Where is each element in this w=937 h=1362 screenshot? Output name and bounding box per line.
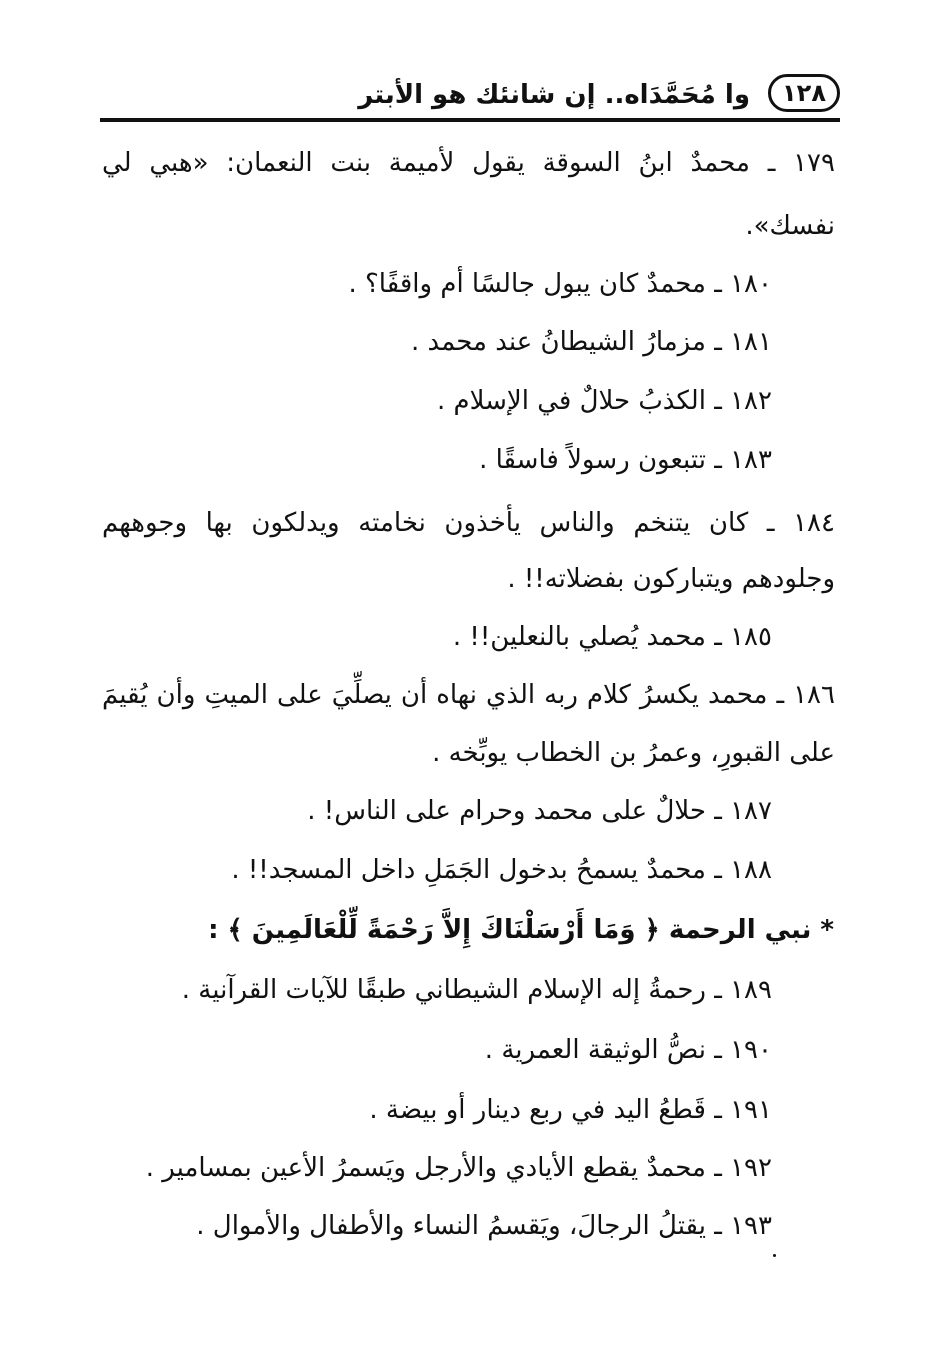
text-line-186-part1: ١٨٦ ـ محمد يكسرُ كلام ربه الذي نهاه أن يصلِّيَ على الميتِ وأن يُقيمَ <box>102 680 835 710</box>
text-line-192: ١٩٢ ـ محمدٌ يقطع الأيادي والأرجل ويَسمرُ الأعين بمسامير . <box>145 1153 772 1183</box>
text-line-185: ١٨٥ ـ محمد يُصلي بالنعلين!! . <box>452 622 772 652</box>
text-line-184-part2: وجلودهم ويتباركون بفضلاته!! . <box>507 564 835 594</box>
text-line-188: ١٨٨ ـ محمدٌ يسمحُ بدخول الجَمَلِ داخل المسجد!! . <box>231 855 772 885</box>
text-line-181: ١٨١ ـ مزمارُ الشيطانُ عند محمد . <box>411 327 772 357</box>
text-line-184-part1: ١٨٤ ـ كان يتنخم والناس يأخذون نخامته ويدلكون بها وجوههم <box>102 508 835 538</box>
text-line-187: ١٨٧ ـ حلالٌ على محمد وحرام على الناس! . <box>307 796 772 826</box>
text-line-190: ١٩٠ ـ نصُّ الوثيقة العمرية . <box>484 1035 772 1065</box>
text-line-193: ١٩٣ ـ يقتلُ الرجالَ، ويَقسمُ النساء والأطفال والأموال . <box>196 1211 772 1241</box>
page-header <box>100 70 840 122</box>
text-line-182: ١٨٢ ـ الكذبُ حلالٌ في الإسلام . <box>436 386 772 416</box>
page-number-badge <box>768 74 840 112</box>
scan-speck <box>773 1254 776 1257</box>
text-line-189: ١٨٩ ـ رحمةُ إله الإسلام الشيطاني طبقًا للآيات القرآنية . <box>181 975 772 1005</box>
text-line-183: ١٨٣ ـ تتبعون رسولاً فاسقًا . <box>479 445 772 475</box>
text-line-179-part1: ١٧٩ ـ محمدٌ ابنُ السوقة يقول لأميمة بنت النعمان: «هبي لي <box>102 148 835 178</box>
text-line-191: ١٩١ ـ قَطعُ اليد في ربع دينار أو بيضة . <box>369 1095 772 1125</box>
text-line-179-part2: نفسك». <box>745 211 835 241</box>
page-number: ١٢٨ <box>782 79 826 107</box>
header-rule <box>100 118 840 122</box>
running-title: وا مُحَمَّدَاه.. إن شانئك هو الأبتر <box>358 80 750 110</box>
text-line-180: ١٨٠ ـ محمدٌ كان يبول جالسًا أم واقفًا؟ . <box>348 269 772 299</box>
section-heading: * نبي الرحمة ﴿ وَمَا أَرْسَلْنَاكَ إِلاَّ رَحْمَةً لِّلْعَالَمِينَ ﴾ : <box>208 915 834 945</box>
text-line-186-part2: على القبورِ، وعمرُ بن الخطاب يوبِّخه . <box>432 738 835 768</box>
